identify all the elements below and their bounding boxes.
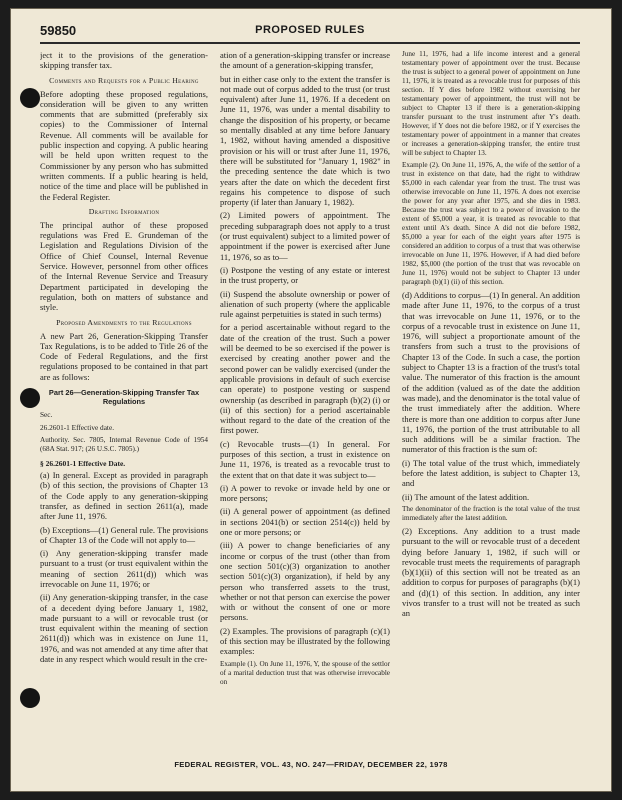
part-title: Part 26—Generation-Skipping Transfer Tax Regulations	[48, 388, 200, 407]
punch-hole	[20, 88, 40, 108]
example: June 11, 1976, had a life income interest and a general testamentary power of appointment over the trust. Because the trust is subject to a general power of appointment on June 11, 1976, it is treated as a revocable trust for purposes of this section. If Y dies before 1982 without exercising her testamentary power of appointment, the trust will not be subject to Chapter 13 if there is a generation-skipping transfer pursuant to the trust instrument after Y's death. However, if Y does not die before 1982, or if Y exercises the testamentary power of appointment in a manner that creates or increases a generation-skipping transfer, the entire trust will be subject to Chapter 13.	[402, 50, 580, 157]
subheading: Comments and Requests for a Public Hearing	[49, 75, 199, 85]
paragraph: ject it to the provisions of the generation-skipping transfer tax.	[40, 50, 208, 71]
paragraph: (c) Revocable trusts—(1) In general. For purposes of this section, a trust in existence on June 11, 1976, is treated as a revocable trust to the extent that on that date it was subject to—	[220, 438, 390, 480]
paragraph: (a) In general. Except as provided in paragraph (b) of this section, the provisions of Chapter 13 of the Code apply to any generation-skipping transfer, as defined in section 2611(a), made after June 11, 1976.	[40, 470, 208, 522]
paragraph: (i) Any generation-skipping transfer made pursuant to a trust (or trust equivalent within the meaning of section 2611(d)) which was irrevocable on June 11, 1976; or	[40, 548, 208, 589]
paragraph: (ii) Any generation-skipping transfer, in the case of a decedent dying before January 1, 1982, made pursuant to a will or revocable trust (or trust equivalent within the meaning of section 2611(d)) which was in existence on June 11, 1976, and was not amended at any time after that date in any respect which would result in the cre-	[40, 592, 208, 665]
paragraph: The principal author of these proposed regulations was Fred E. Grundeman of the Legislation and Regulations Division of the Office of Chief Counsel, Internal Revenue Service. However, personnel from other offices of the Internal Revenue Service and Treasury Department participated in developing the regulation, both on matters of substance and style.	[40, 219, 208, 313]
column-2	[220, 50, 390, 755]
paragraph: for a period ascertainable without regard to the date of the creation of the trust. Such a power will be deemed to be so exercised if the power is exercised by creating another power and the second power can be validly exercised (under the applicable provisions in default of such exercise can operate) to postpone vesting or suspend ownership (as described in paragraph (b)(2) (i) or (ii) of this section) for a period ascertainable without regard to the date of the creation of the first power.	[220, 322, 390, 436]
section-heading: § 26.2601-1 Effective Date.	[40, 459, 126, 469]
paragraph: ation of a generation-skipping transfer or increase the amount of a generation-skipping transfer,	[220, 50, 390, 71]
page-footer: FEDERAL REGISTER, VOL. 43, NO. 247—FRIDAY, DECEMBER 22, 1978	[174, 760, 448, 769]
column-3	[402, 50, 580, 755]
example: Example (2). On June 11, 1976, A, the wife of the settlor of a trust in existence on that date, had the right to withdraw $5,000 in each calendar year from the trust. The trust was otherwise irrevocable on June 11, 1976. A does not exercise the power for any year after 1975, and she dies in 1983. Because the trust was subject to a power of invasion to the extent of $5,000 a year, it is treated as revocable to that extent until A's death. Since A did not die before 1982, $5,000 a year for each of the eight years after 1975 is considered an addition to corpus of a trust that was otherwise irrevocable on June 11, 1976. However, if A had died before 1982, $5,000 (the portion of the trust that was revocable on June 11, 1976) would not be subject to Chapter 13 under paragraph (b)(1) (ii) of this section.	[402, 161, 580, 286]
paragraph: (2) Examples. The provisions of paragraph (c)(1) of this section may be illustrated by the following examples:	[220, 625, 390, 657]
paragraph: (i) Postpone the vesting of any estate or interest in the trust property, or	[220, 264, 390, 286]
punch-hole	[20, 688, 40, 708]
document-page	[10, 8, 612, 792]
paragraph: (iii) A power to change beneficiaries of any income or corpus of the trust (other than from one section 501(c)(3) organization to another section 501(c)(3) organization), if held by any person who transferred assets to the trust, whether or not that person can exercise the power with or without the consent of one or more persons.	[220, 540, 390, 623]
example: Example (1). On June 11, 1976, Y, the spouse of the settlor of a marital deduction trust that was otherwise irrevocable on	[220, 659, 390, 686]
paragraph: (i) The total value of the trust which, immediately before the latest addition, is subject to Chapter 13, and	[402, 457, 580, 489]
paragraph: (i) A power to revoke or invade held by one or more persons;	[220, 482, 390, 504]
section-entry: 26.2601-1 Effective date.	[40, 423, 115, 433]
paragraph: (ii) A general power of appointment (as defined in sections 2041(b) or section 2514(c)) held by one or more persons; or	[220, 506, 390, 538]
authority: Authority. Sec. 7805, Internal Revenue Code of 1954 (68A Stat. 917; (26 U.S.C. 7805).)	[40, 436, 208, 454]
section-title: PROPOSED RULES	[255, 24, 365, 36]
punch-hole	[20, 388, 40, 408]
paragraph: (ii) Suspend the absolute ownership or power of alienation of such property (where the applicable rule against perpetuities is stated in such terms)	[220, 288, 390, 320]
paragraph: Before adopting these proposed regulations, consideration will be given to any written comments that are submitted (preferably six copies) to the Commissioner of Internal Revenue. All comments will be available for public inspection and copying. A public hearing will be held upon written request to the Commissioner by any person who has submitted written comments. If a public hearing is held, notice of the time and place will be published in the Federal Register.	[40, 88, 208, 202]
paragraph: (b) Exceptions—(1) General rule. The provisions of Chapter 13 of the Code will not apply to—	[40, 524, 208, 545]
column-1	[40, 50, 208, 755]
page-number: 59850	[40, 23, 77, 38]
paragraph: The denominator of the fraction is the total value of the trust immediately after the latest addition.	[402, 504, 580, 522]
paragraph: (ii) The amount of the latest addition.	[402, 491, 530, 502]
section-label: Sec.	[40, 410, 53, 420]
paragraph: (2) Limited powers of appointment. The preceding subparagraph does not apply to a trust (or trust equivalent) subject to a limited power of appointment if the power is exercised after June 11, 1976, so as to—	[220, 210, 390, 262]
paragraph: A new Part 26, Generation-Skipping Transfer Tax Regulations, is to be added to Title 26 of the Code of Federal Regulations, and the first regulations proposed to be contained in that part are as follows:	[40, 330, 208, 382]
subheading: Drafting Information	[88, 206, 160, 216]
paragraph: (2) Exceptions. Any addition to a trust made pursuant to the will or revocable trust of a decedent dying before January 1, 1982, if such will or revocable trust meets the requirements of paragraph (b)(1)(ii) of this section will not be treated as an addition to corpus for purposes of paragraphs (b)(1) and (d)(1) of this section. In addition, any inter vivos transfer to a trust will not be treated as such an	[402, 525, 580, 619]
subheading: Proposed Amendments to the Regulations	[56, 317, 192, 327]
paragraph: but in either case only to the extent the transfer is not made out of corpus added to the trust (or trust equivalent) after June 11, 1976. If a decedent on June 11, 1976, was under a mental disability to change the disposition of his property, or became so mentally disabled at any time before January 1, 1982, without having amended a dispositive provision or his will or trust after June 11, 1976, there will be substituted for "January 1, 1982" in the preceding sentence the date which is two years after the date on which the decedent first regains his competence to dispose of such property (if later than January 1, 1982).	[220, 73, 390, 208]
paragraph: (d) Additions to corpus—(1) In general. An addition made after June 11, 1976, to the corpus of a trust that was irrevocable on June 11, 1976, or to the corpus of a revocable trust in existence on June 11, 1976, will subject a proportionate amount of the transfers from such a trust to the provisions of Chapter 13 of the Code. In such a case, the portion subject to Chapter 13 is a fraction of the trust's total value. The numerator of this fraction is the amount of the addition (valued as of the date the addition was made), and the denominator is the total value of the trust immediately after the addition. Where there is more than one addition to corpus after June 11, 1976, the portion of the trust attributable to all such additions will be a similar fraction. The numerator of this fraction is the sum of:	[402, 290, 580, 455]
page-header	[40, 20, 580, 44]
